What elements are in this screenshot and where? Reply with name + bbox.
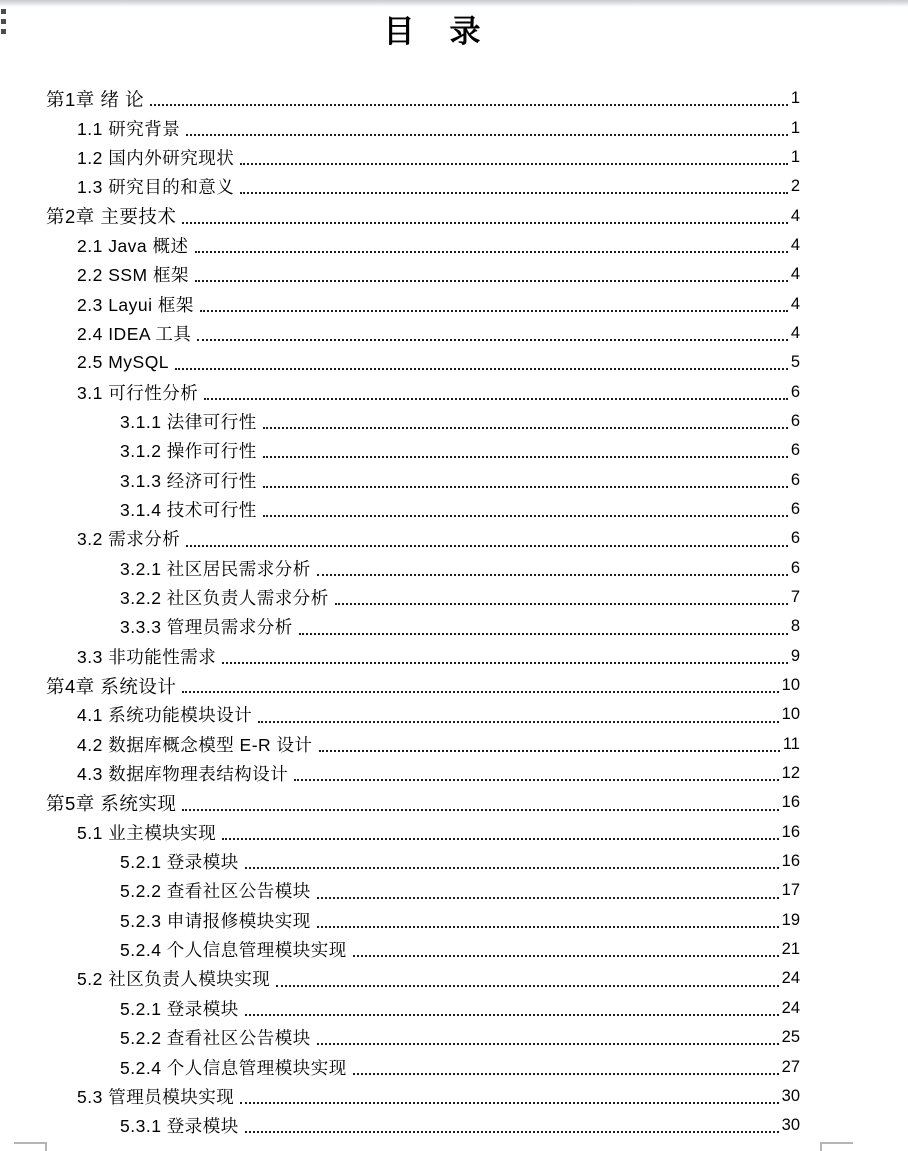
- dot-leader: [263, 456, 788, 458]
- drag-dot-icon: [1, 9, 6, 14]
- toc-entry[interactable]: [0, 289, 800, 318]
- dot-leader: [182, 691, 778, 693]
- toc-entry-label: 3.1.4 技术可行性: [120, 499, 257, 520]
- toc-entry[interactable]: [0, 788, 800, 817]
- page-number: 6: [790, 411, 800, 430]
- toc-entry-label: 4.2 数据库概念模型 E-R 设计: [77, 734, 313, 755]
- toc-entry-label: 5.2.2 查看社区公告模块: [120, 1028, 311, 1049]
- dot-leader: [195, 280, 788, 282]
- page-number: 24: [781, 969, 800, 988]
- toc-entry-label: 2.1 Java 概述: [77, 235, 189, 256]
- page-number: 1: [790, 147, 800, 166]
- toc-entry[interactable]: [0, 260, 800, 289]
- toc-entry[interactable]: [0, 495, 800, 524]
- toc-entry-label: 3.3.3 管理员需求分析: [120, 617, 293, 638]
- toc-entry[interactable]: [0, 172, 800, 201]
- dot-leader: [276, 985, 778, 987]
- toc-entry[interactable]: [0, 700, 800, 729]
- dot-leader: [175, 368, 788, 370]
- toc-entry[interactable]: [0, 377, 800, 406]
- toc-entry[interactable]: [0, 935, 800, 964]
- dot-leader: [240, 1102, 778, 1104]
- dot-leader: [263, 427, 788, 429]
- toolbar-shadow: [0, 0, 908, 7]
- dot-leader: [317, 926, 779, 928]
- dot-leader: [222, 662, 788, 664]
- toc-entry-label: 5.2.1 登录模块: [120, 998, 239, 1019]
- toc-entry[interactable]: [0, 1082, 800, 1111]
- page-number: 25: [781, 1028, 800, 1047]
- dot-leader: [240, 192, 788, 194]
- toc-entry-label: 3.3 非功能性需求: [77, 646, 217, 667]
- page-number: 7: [790, 588, 800, 607]
- page-number: 10: [781, 676, 800, 695]
- dot-leader: [299, 633, 788, 635]
- toc-entry-label: 5.2.3 申请报修模块实现: [120, 910, 311, 931]
- toc-entry-label: 3.1.3 经济可行性: [120, 470, 257, 491]
- page-number: 1: [790, 89, 800, 108]
- page-number: 4: [790, 265, 800, 284]
- toc-entry-label: 1.2 国内外研究现状: [77, 147, 235, 168]
- toc-entry[interactable]: [0, 1111, 800, 1140]
- page-number: 6: [790, 470, 800, 489]
- toc-entry-label: 2.2 SSM 框架: [77, 265, 189, 286]
- page-number: 4: [790, 323, 800, 342]
- toc-entry-label: 5.3.1 登录模块: [120, 1116, 239, 1137]
- toc-entry[interactable]: [0, 319, 800, 348]
- page-margin-mark-right: [820, 1142, 853, 1144]
- dot-leader: [182, 809, 778, 811]
- toc-entry[interactable]: [0, 554, 800, 583]
- toc-entry-label: 5.2.2 查看社区公告模块: [120, 881, 311, 902]
- toc-entry[interactable]: [0, 407, 800, 436]
- page-number: 11: [782, 734, 800, 753]
- dot-leader: [317, 897, 779, 899]
- toc-entry[interactable]: [0, 730, 800, 759]
- toc-entry-label: 3.2.2 社区负责人需求分析: [120, 588, 329, 609]
- page-number: 6: [790, 382, 800, 401]
- toc-entry-label: 5.2 社区负责人模块实现: [77, 969, 271, 990]
- toc-entry[interactable]: [0, 876, 800, 905]
- toc-entry-label: 2.4 IDEA 工具: [77, 323, 192, 344]
- toc-entry[interactable]: [0, 612, 800, 641]
- page-number: 10: [781, 705, 800, 724]
- toc-entry-label: 4.3 数据库物理表结构设计: [77, 764, 289, 785]
- toc-entry-label: 2.5 MySQL: [77, 352, 170, 373]
- toc-entry[interactable]: [0, 348, 800, 377]
- toc-entry-label: 5.2.4 个人信息管理模块实现: [120, 940, 347, 961]
- dot-leader: [353, 955, 779, 957]
- toc-entry-label: 第4章 系统设计: [46, 675, 177, 697]
- toc-entry[interactable]: [0, 143, 800, 172]
- toc-entry-label: 5.2.1 登录模块: [120, 852, 239, 873]
- page-number: 9: [790, 646, 800, 665]
- toc-entry-label: 5.1 业主模块实现: [77, 822, 217, 843]
- toc-entry-label: 3.2 需求分析: [77, 529, 181, 550]
- toc-entry[interactable]: [0, 524, 800, 553]
- page-number: 6: [790, 558, 800, 577]
- toc-entry[interactable]: [0, 231, 800, 260]
- dot-leader: [200, 310, 788, 312]
- toc: [0, 84, 800, 1140]
- dot-leader: [245, 1131, 779, 1133]
- toc-entry[interactable]: [0, 818, 800, 847]
- page-margin-mark-left: [14, 1142, 47, 1144]
- dot-leader: [335, 603, 788, 605]
- dot-leader: [317, 1043, 779, 1045]
- toc-entry-label: 3.1.2 操作可行性: [120, 441, 257, 462]
- page-number: 21: [781, 940, 800, 959]
- page-number: 16: [781, 822, 800, 841]
- dot-leader: [150, 104, 788, 106]
- page-number: 12: [781, 764, 800, 783]
- dot-leader: [222, 838, 778, 840]
- dot-leader: [294, 779, 778, 781]
- page-number: 16: [781, 852, 800, 871]
- dot-leader: [182, 222, 787, 224]
- page-number: 17: [781, 881, 800, 900]
- page-number: 19: [781, 910, 800, 929]
- toc-entry[interactable]: [0, 84, 800, 113]
- toc-entry[interactable]: [0, 583, 800, 612]
- toc-entry[interactable]: [0, 994, 800, 1023]
- dot-leader: [195, 251, 788, 253]
- page-number: 16: [781, 793, 800, 812]
- toc-entry[interactable]: [0, 671, 800, 700]
- page-number: 24: [781, 998, 800, 1017]
- toc-entry-label: 3.1.1 法律可行性: [120, 411, 257, 432]
- page-number: 1: [790, 118, 800, 137]
- toc-entry[interactable]: [0, 906, 800, 935]
- page-margin-mark-left: [45, 1142, 47, 1151]
- page-number: 2: [790, 177, 800, 196]
- toc-entry-label: 3.2.1 社区居民需求分析: [120, 558, 311, 579]
- page-number: 8: [790, 617, 800, 636]
- toc-entry-label: 第2章 主要技术: [46, 206, 177, 228]
- dot-leader: [204, 398, 788, 400]
- toc-entry[interactable]: [0, 436, 800, 465]
- dot-leader: [317, 574, 788, 576]
- toc-entry-label: 2.3 Layui 框架: [77, 294, 194, 315]
- page-number: 5: [790, 353, 800, 372]
- page-number: 4: [790, 235, 800, 254]
- toc-entry[interactable]: [0, 642, 800, 671]
- toc-entry-label: 第5章 系统实现: [46, 792, 177, 814]
- toc-entry[interactable]: [0, 201, 800, 230]
- toc-title: 目 录: [383, 14, 483, 49]
- dot-leader: [353, 1073, 779, 1075]
- toc-entry-label: 1.3 研究目的和意义: [77, 177, 235, 198]
- toc-entry-label: 4.1 系统功能模块设计: [77, 705, 253, 726]
- dot-leader: [245, 1014, 779, 1016]
- page-number: 6: [790, 529, 800, 548]
- toc-entry-label: 3.1 可行性分析: [77, 382, 199, 403]
- dot-leader: [240, 163, 788, 165]
- page-number: 30: [781, 1086, 800, 1105]
- page-number: 6: [790, 441, 800, 460]
- toc-entry[interactable]: [0, 113, 800, 142]
- page-number: 4: [790, 206, 800, 225]
- dot-leader: [186, 134, 788, 136]
- dot-leader: [197, 339, 787, 341]
- toc-entry[interactable]: [0, 847, 800, 876]
- toc-entry-label: 1.1 研究背景: [77, 118, 181, 139]
- dot-leader: [319, 750, 780, 752]
- toc-entry[interactable]: [0, 1052, 800, 1081]
- dot-leader: [263, 515, 788, 517]
- toc-entry-label: 第1章 绪 论: [46, 88, 145, 110]
- page-number: 27: [781, 1057, 800, 1076]
- page-margin-mark-right: [820, 1142, 822, 1151]
- toc-entry[interactable]: [0, 465, 800, 494]
- toc-entry[interactable]: [0, 1023, 800, 1052]
- dot-leader: [186, 545, 788, 547]
- toc-entry[interactable]: [0, 759, 800, 788]
- dot-leader: [258, 721, 778, 723]
- page-number: 4: [790, 294, 800, 313]
- toc-entry-label: 5.3 管理员模块实现: [77, 1086, 235, 1107]
- dot-leader: [263, 486, 788, 488]
- page-number: 30: [781, 1116, 800, 1135]
- toc-entry-label: 5.2.4 个人信息管理模块实现: [120, 1057, 347, 1078]
- toc-entry[interactable]: [0, 964, 800, 993]
- page-number: 6: [790, 499, 800, 518]
- dot-leader: [245, 867, 779, 869]
